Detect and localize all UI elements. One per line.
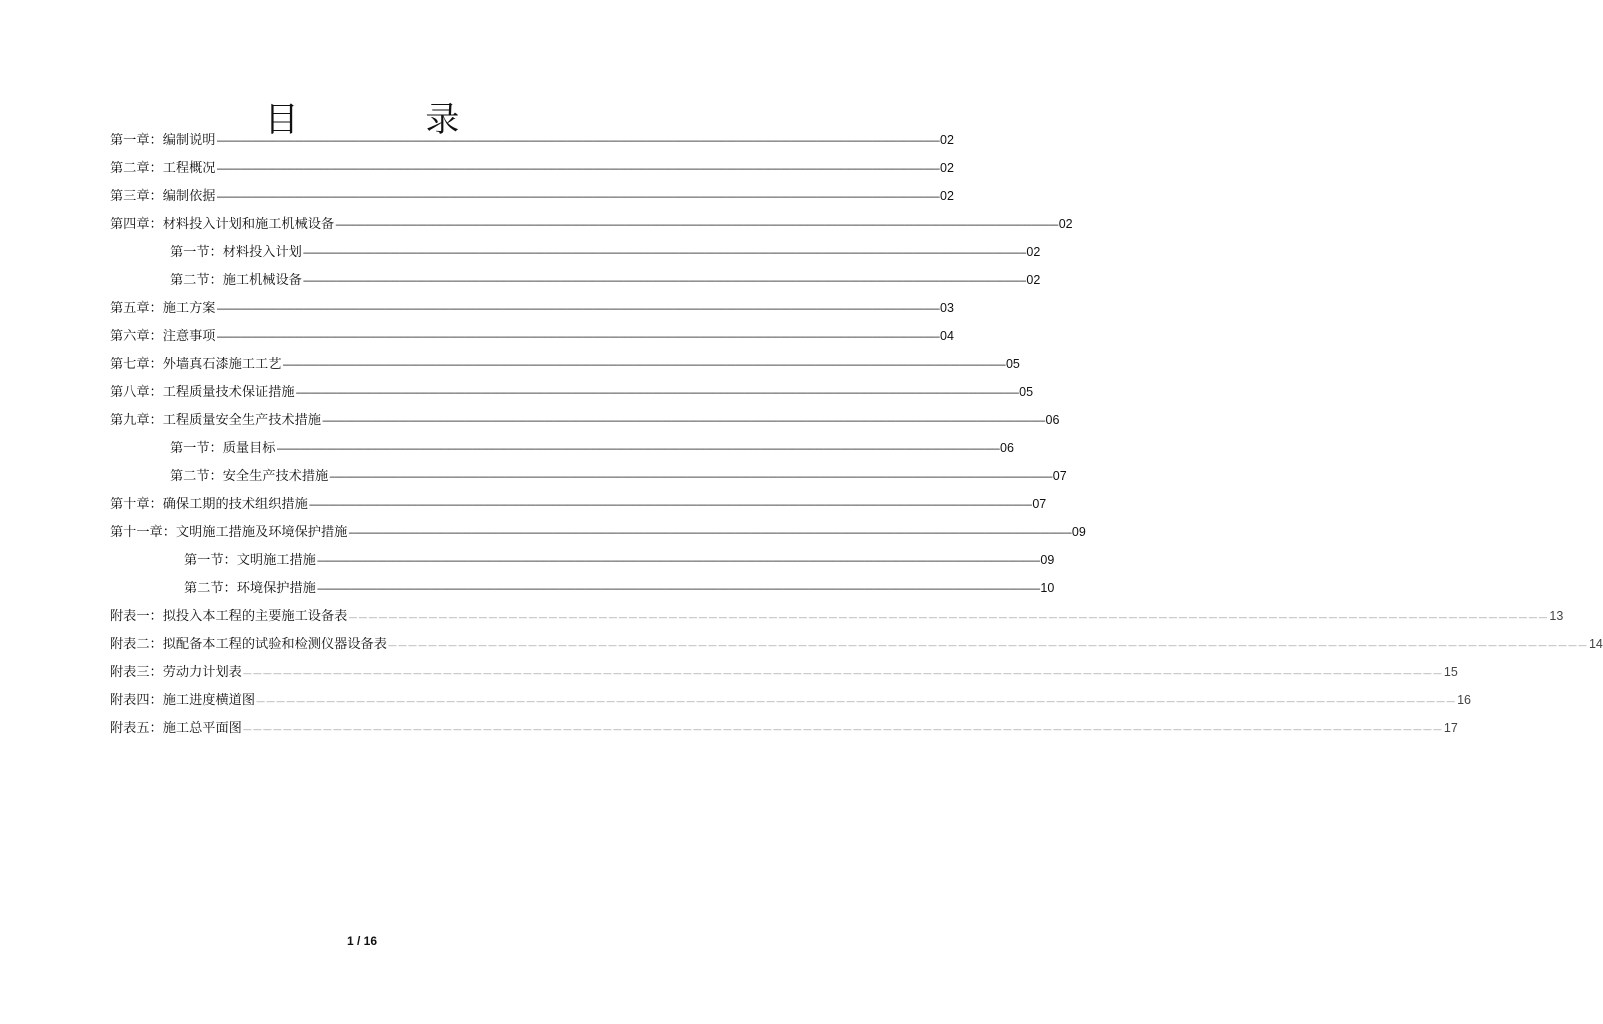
toc-entry-title: 附表二：拟配备本工程的试验和检测仪器设备表 bbox=[110, 637, 387, 652]
toc-entry-page: 06 bbox=[1045, 413, 1060, 427]
toc-entry-title: 附表五：施工总平面图 bbox=[110, 721, 242, 736]
toc-subentry[interactable] bbox=[110, 266, 1041, 294]
toc-entry-page: 02 bbox=[1026, 273, 1041, 287]
toc-entry-title: 第十章：确保工期的技术组织措施 bbox=[110, 497, 308, 512]
toc-entry-title: 附表四：施工进度横道图 bbox=[110, 693, 256, 708]
toc-entry-page: 09 bbox=[1040, 553, 1055, 567]
toc-leader: ------------------------------------------------------------------------------------------------------------------------------------------------------------------------------------------------------------------------------------------------------------------------------------------------------------ bbox=[302, 276, 1026, 287]
toc-entry-title: 第九章：工程质量安全生产技术措施 bbox=[110, 413, 321, 428]
toc-leader: ------------------------------------------------------------------------------------------------------------------------------------------------------------------------------------------------------------------------------------------------------------------------------------------------------------ bbox=[216, 332, 940, 343]
toc-entry[interactable] bbox=[110, 350, 1020, 378]
toc-entry-page: 17 bbox=[1443, 721, 1458, 735]
toc-entry[interactable] bbox=[110, 182, 954, 210]
toc-entry-page: 02 bbox=[940, 161, 954, 175]
toc-leader: ------------------------------------------------------------------------------------------------------------------------------------------------------------------------------------------------------------------------------------------------------------------------------------------------------------ bbox=[348, 528, 1071, 539]
toc-leader: ———————————————————————————————————————————————————————————————————————————————————————————————————————————————————————— bbox=[348, 613, 1549, 623]
toc-entry-title: 第五章：施工方案 bbox=[110, 301, 216, 316]
toc-leader: ------------------------------------------------------------------------------------------------------------------------------------------------------------------------------------------------------------------------------------------------------------------------------------------------------------ bbox=[282, 360, 1005, 371]
toc-entry-page: 04 bbox=[940, 329, 954, 343]
toc-entry-title: 第二节：施工机械设备 bbox=[170, 273, 302, 288]
toc-entry[interactable] bbox=[110, 406, 1060, 434]
toc-leader: ------------------------------------------------------------------------------------------------------------------------------------------------------------------------------------------------------------------------------------------------------------------------------------------------------------ bbox=[329, 472, 1052, 483]
toc-entry-page: 03 bbox=[940, 301, 954, 315]
toc-subentry[interactable] bbox=[110, 462, 1067, 490]
toc-leader: ------------------------------------------------------------------------------------------------------------------------------------------------------------------------------------------------------------------------------------------------------------------------------------------------------------ bbox=[216, 192, 940, 203]
toc-leader: ------------------------------------------------------------------------------------------------------------------------------------------------------------------------------------------------------------------------------------------------------------------------------------------------------------ bbox=[322, 416, 1045, 427]
page-title: 目 录 bbox=[264, 100, 518, 140]
toc-entry-title: 附表一：拟投入本工程的主要施工设备表 bbox=[110, 609, 348, 624]
toc-entry-title: 第三章：编制依据 bbox=[110, 189, 216, 204]
toc-entry-title: 第一节：文明施工措施 bbox=[184, 553, 316, 568]
toc-entry-page: 06 bbox=[1000, 441, 1014, 455]
toc-leader: ------------------------------------------------------------------------------------------------------------------------------------------------------------------------------------------------------------------------------------------------------------------------------------------------------------ bbox=[295, 388, 1019, 399]
toc-appendix-entry[interactable] bbox=[110, 686, 1471, 714]
toc-appendix-entry[interactable] bbox=[110, 714, 1458, 742]
toc-entry-page: 16 bbox=[1457, 693, 1471, 707]
toc-entry[interactable] bbox=[110, 322, 954, 350]
toc-entry-title: 第一章：编制说明 bbox=[110, 133, 216, 148]
toc-entry-page: 02 bbox=[940, 189, 954, 203]
toc-appendix-entry[interactable] bbox=[110, 630, 1603, 658]
toc-subentry[interactable] bbox=[110, 238, 1041, 266]
toc-entry-title: 第一节：质量目标 bbox=[170, 441, 276, 456]
toc-entry[interactable] bbox=[110, 378, 1034, 406]
toc-entry-title: 第四章：材料投入计划和施工机械设备 bbox=[110, 217, 335, 232]
toc-leader: ------------------------------------------------------------------------------------------------------------------------------------------------------------------------------------------------------------------------------------------------------------------------------------------------------------ bbox=[335, 220, 1058, 231]
toc-leader: ———————————————————————————————————————————————————————————————————————————————————————————————————————————————————————— bbox=[242, 725, 1443, 735]
toc-entry-page: 13 bbox=[1549, 609, 1564, 623]
toc-entry[interactable] bbox=[110, 210, 1073, 238]
toc-entry[interactable] bbox=[110, 154, 954, 182]
toc-leader: ------------------------------------------------------------------------------------------------------------------------------------------------------------------------------------------------------------------------------------------------------------------------------------------------------------ bbox=[316, 556, 1040, 567]
toc-entry-title: 附表三：劳动力计划表 bbox=[110, 665, 242, 680]
toc-entry-page: 07 bbox=[1032, 497, 1047, 511]
toc-entry-title: 第二节：安全生产技术措施 bbox=[170, 469, 329, 484]
toc-leader: ------------------------------------------------------------------------------------------------------------------------------------------------------------------------------------------------------------------------------------------------------------------------------------------------------------ bbox=[216, 304, 940, 315]
toc-leader: ------------------------------------------------------------------------------------------------------------------------------------------------------------------------------------------------------------------------------------------------------------------------------------------------------------ bbox=[276, 444, 1000, 455]
toc-entry-page: 05 bbox=[1005, 357, 1020, 371]
toc-appendix-entry[interactable] bbox=[110, 658, 1458, 686]
toc-subentry[interactable] bbox=[110, 574, 1055, 602]
toc-entry-title: 第七章：外墙真石漆施工工艺 bbox=[110, 357, 282, 372]
toc-leader: ———————————————————————————————————————————————————————————————————————————————————————————————————————————————————————— bbox=[387, 641, 1588, 651]
toc-entry-page: 02 bbox=[1058, 217, 1073, 231]
toc-leader: ------------------------------------------------------------------------------------------------------------------------------------------------------------------------------------------------------------------------------------------------------------------------------------------------------------ bbox=[316, 584, 1040, 595]
toc-entry[interactable] bbox=[110, 490, 1047, 518]
page-number: 1 / 16 bbox=[346, 934, 378, 948]
table-of-contents bbox=[110, 126, 1603, 742]
toc-leader: ------------------------------------------------------------------------------------------------------------------------------------------------------------------------------------------------------------------------------------------------------------------------------------------------------------ bbox=[302, 248, 1026, 259]
toc-leader: ———————————————————————————————————————————————————————————————————————————————————————————————————————————————————————— bbox=[242, 669, 1443, 679]
toc-appendix-entry[interactable] bbox=[110, 602, 1564, 630]
toc-entry-page: 02 bbox=[1026, 245, 1041, 259]
toc-entry-title: 第八章：工程质量技术保证措施 bbox=[110, 385, 295, 400]
toc-entry-page: 10 bbox=[1040, 581, 1055, 595]
toc-entry[interactable] bbox=[110, 126, 954, 154]
toc-entry[interactable] bbox=[110, 518, 1086, 546]
toc-entry-page: 05 bbox=[1019, 385, 1034, 399]
toc-entry-title: 第二章：工程概况 bbox=[110, 161, 216, 176]
toc-leader: ------------------------------------------------------------------------------------------------------------------------------------------------------------------------------------------------------------------------------------------------------------------------------------------------------------ bbox=[216, 136, 940, 147]
toc-entry-title: 第十一章：文明施工措施及环境保护措施 bbox=[110, 525, 348, 540]
toc-entry-title: 第一节：材料投入计划 bbox=[170, 245, 302, 260]
toc-entry-page: 14 bbox=[1588, 637, 1603, 651]
toc-entry-page: 09 bbox=[1071, 525, 1086, 539]
toc-entry-page: 07 bbox=[1052, 469, 1067, 483]
toc-subentry[interactable] bbox=[110, 434, 1014, 462]
toc-entry-title: 第六章：注意事项 bbox=[110, 329, 216, 344]
toc-entry-title: 第二节：环境保护措施 bbox=[184, 581, 316, 596]
toc-leader: ------------------------------------------------------------------------------------------------------------------------------------------------------------------------------------------------------------------------------------------------------------------------------------------------------------ bbox=[308, 500, 1032, 511]
toc-leader: ------------------------------------------------------------------------------------------------------------------------------------------------------------------------------------------------------------------------------------------------------------------------------------------------------------ bbox=[216, 164, 940, 175]
toc-entry-page: 02 bbox=[940, 133, 954, 147]
toc-subentry[interactable] bbox=[110, 546, 1055, 574]
toc-leader: ———————————————————————————————————————————————————————————————————————————————————————————————————————————————————————— bbox=[256, 697, 1457, 707]
toc-entry-page: 15 bbox=[1443, 665, 1458, 679]
toc-entry[interactable] bbox=[110, 294, 954, 322]
